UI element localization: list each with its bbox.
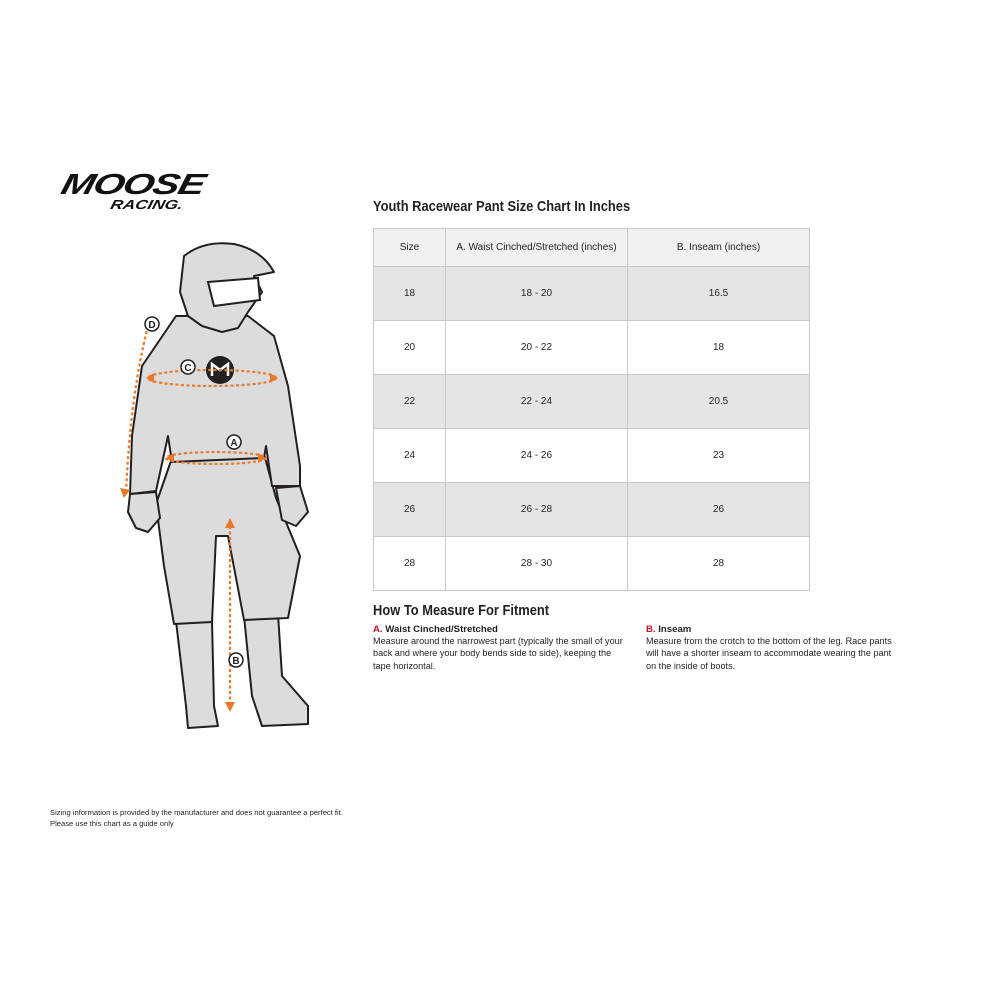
instruction-waist-text: Measure around the narrowest part (typically the small of your back and where your body bends side to side), keeping the tape horizontal. <box>373 636 623 672</box>
cell-size: 22 <box>374 375 446 429</box>
table-row <box>374 483 810 537</box>
label-a: A <box>230 438 238 449</box>
instruction-inseam-text: Measure from the crotch to the bottom of the leg. Race pants will have a shorter inseam to accommodate wearing the pant on the inside of boots. <box>646 636 892 672</box>
label-d: D <box>148 320 156 331</box>
cell-waist: 18 - 20 <box>446 267 628 321</box>
instruction-waist-letter: A. <box>373 624 383 635</box>
instruction-inseam-title: Inseam <box>655 624 692 635</box>
cell-size: 18 <box>374 267 446 321</box>
cell-size: 24 <box>374 429 446 483</box>
label-b: B <box>232 656 240 667</box>
cell-waist: 22 - 24 <box>446 375 628 429</box>
table-row <box>374 375 810 429</box>
disclaimer-line-2: Please use this chart as a guide only <box>50 818 174 828</box>
cell-inseam: 20.5 <box>628 375 810 429</box>
instruction-waist-title: Waist Cinched/Stretched <box>382 624 498 635</box>
disclaimer <box>50 808 380 829</box>
instruction-inseam <box>646 624 908 673</box>
instruction-waist-heading <box>373 624 635 636</box>
measure-title: How To Measure For Fitment <box>373 602 550 619</box>
cell-inseam: 18 <box>628 321 810 375</box>
instruction-inseam-letter: B. <box>646 624 656 635</box>
cell-waist: 20 - 22 <box>446 321 628 375</box>
table-row <box>374 267 810 321</box>
label-c: C <box>184 363 192 374</box>
cell-size: 26 <box>374 483 446 537</box>
header-size: Size <box>374 229 446 267</box>
size-chart-table <box>373 228 810 591</box>
table-header-row <box>374 229 810 267</box>
cell-size: 20 <box>374 321 446 375</box>
disclaimer-line-1: Sizing information is provided by the manufacturer and does not guarantee a perfect fit. <box>50 808 343 817</box>
logo-subline: RACING. <box>109 197 168 212</box>
cell-inseam: 23 <box>628 429 810 483</box>
table-row <box>374 429 810 483</box>
header-waist: A. Waist Cinched/Stretched (inches) <box>446 229 628 267</box>
cell-inseam: 26 <box>628 483 810 537</box>
instruction-inseam-heading <box>646 624 908 636</box>
rider-measurement-figure <box>112 236 324 736</box>
cell-inseam: 28 <box>628 537 810 591</box>
header-inseam: B. Inseam (inches) <box>628 229 810 267</box>
size-chart-title: Youth Racewear Pant Size Chart In Inches <box>373 198 631 215</box>
table-row <box>374 321 810 375</box>
cell-waist: 24 - 26 <box>446 429 628 483</box>
cell-inseam: 16.5 <box>628 267 810 321</box>
logo-wordmark: MOOSE <box>57 168 169 201</box>
cell-waist: 28 - 30 <box>446 537 628 591</box>
table-row <box>374 537 810 591</box>
cell-waist: 26 - 28 <box>446 483 628 537</box>
instruction-waist <box>373 624 635 673</box>
cell-size: 28 <box>374 537 446 591</box>
moose-racing-logo <box>50 168 210 218</box>
